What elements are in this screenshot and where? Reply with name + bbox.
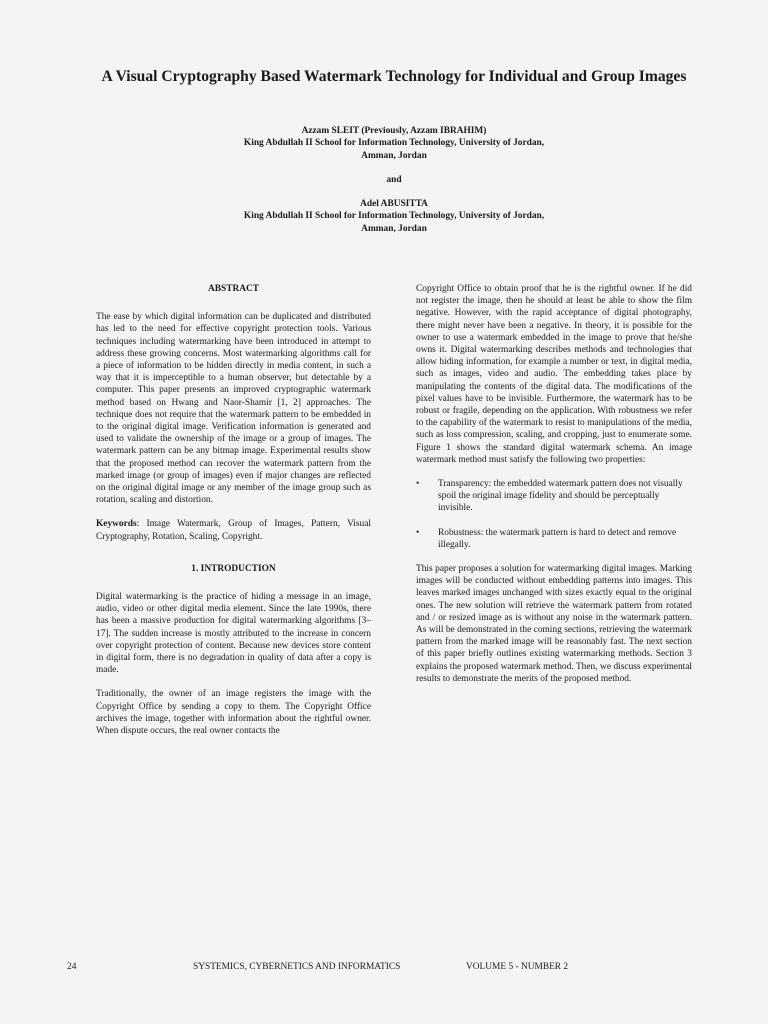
- list-item-text: Transparency: the embedded watermark pattern does not visually spoil the original image fidelity and should be perceptually invisible.: [438, 479, 683, 514]
- page-number: 24: [67, 962, 77, 972]
- properties-list: [416, 478, 692, 551]
- author2-location: Amman, Jordan: [361, 223, 427, 234]
- right-paragraph-1: Copyright Office to obtain proof that he is the rightful owner. If he did not register the image, then he should at least be able to show the film negative. However, with the rapid acceptance of digital photography, there might never have been a negative. In theory, it is possible for the owner to use a watermark embedded in the image to prove that he/she owns it. Digital watermarking describes methods and technologies that allow hiding information, for example a number or text, in digital media, such as images, video and audio. The embedding takes place by manipulating the contents of the digital data. The modifications of the pixel values have to be invisible. Furthermore, the watermark has to be robust or fragile, depending on the application. With robustness we refer to the capability of the watermark to resist to manipulations of the media, such as loss compression, scaling, and cropping, just to enumerate some. Figure 1 shows the standard digital watermark schema. An image watermark method must satisfy the following two properties:: [416, 284, 692, 465]
- intro-paragraph-2: Traditionally, the owner of an image registers the image with the Copyright Office by sending a copy to them. The Copyright Office archives the image, together with information about the rightful owner. When dispute occurs, the real owner contacts the: [96, 689, 371, 737]
- right-paragraph-2: This paper proposes a solution for watermarking digital images. Marking images will be conducted without embedding patterns into images. This leaves marked images unchanged with sizes exactly equal to the original ones. The new solution will retrieve the watermark pattern from rotated and / or resized image as is without any noise in the watermark pattern. As will be demonstrated in the coming sections, retrieving the watermark pattern from the marked image will be reasonably fast. The next section of this paper briefly outlines existing watermarking methods. Section 3 explains the proposed watermark method. Then, we discuss experimental results to demonstrate the merits of the proposed method.: [416, 564, 692, 684]
- author1-affiliation: King Abdullah II School for Information Technology, University of Jordan,: [243, 138, 545, 149]
- author1-block: [120, 125, 668, 162]
- keywords-text: : Image Watermark, Group of Images, Pattern, Visual Cryptography, Rotation, Scaling, Copyright.: [96, 519, 371, 542]
- paper-title: A Visual Cryptography Based Watermark Technology for Individual and Group Images: [101, 68, 687, 85]
- abstract-text: The ease by which digital information can be duplicated and distributed has led to the need for effective copyright protection tools. Various techniques including watermarking have been introduced in attempt to address these growing concerns. Most watermarking algorithms call for a piece of information to be hidden directly in media content, in such a way that it is imperceptible to a human observer, but detectable by a computer. This paper presents an improved cryptographic watermark method based on Hwang and Naor-Shamir [1, 2] approaches. The technique does not require that the watermark pattern to be embedded in to the original digital image. Verification information is generated and used to validate the ownership of the image or a group of images. The watermark pattern can be any bitmap image. Experimental results show that the proposed method can recover the watermark pattern from the marked image (or group of images) even if major changes are reflected on the original digital image or any member of the image group such as rotation, scaling and distortion.: [96, 312, 371, 506]
- author1-name: Azzam SLEIT (Previously, Azzam IBRAHIM): [301, 126, 487, 136]
- list-item: [416, 478, 692, 515]
- author-conjunction: and: [386, 175, 402, 185]
- author2-affiliation: King Abdullah II School for Information Technology, University of Jordan,: [243, 211, 545, 222]
- author2-name: Adel ABUSITTA: [360, 199, 428, 209]
- list-item: [416, 527, 692, 551]
- author1-location: Amman, Jordan: [361, 150, 427, 161]
- volume-number: VOLUME 5 - NUMBER 2: [466, 962, 569, 972]
- right-column: [416, 283, 692, 697]
- abstract-heading: ABSTRACT: [207, 284, 260, 294]
- bullet-icon: •: [416, 527, 420, 538]
- journal-name: SYSTEMICS, CYBERNETICS AND INFORMATICS: [193, 962, 401, 972]
- intro-paragraph-1: Digital watermarking is the practice of hiding a message in an image, audio, video or other digital media element. Since the late 1990s, there has been a massive production for digital watermarking algorithms [3–17]. The sudden increase is mostly attributed to the increase in concern over copyright protection of content. Because new devices store content in digital form, there is no degradation in quality of data after a copy is made.: [96, 592, 371, 676]
- author2-block: [120, 198, 668, 235]
- introduction-heading: 1. INTRODUCTION: [191, 563, 276, 574]
- keywords: [96, 518, 371, 542]
- list-item-text: Robustness: the watermark pattern is hard to detect and remove illegally.: [438, 527, 677, 550]
- left-column: [96, 283, 371, 749]
- bullet-icon: •: [416, 479, 420, 490]
- keywords-label: Keywords: [96, 519, 137, 530]
